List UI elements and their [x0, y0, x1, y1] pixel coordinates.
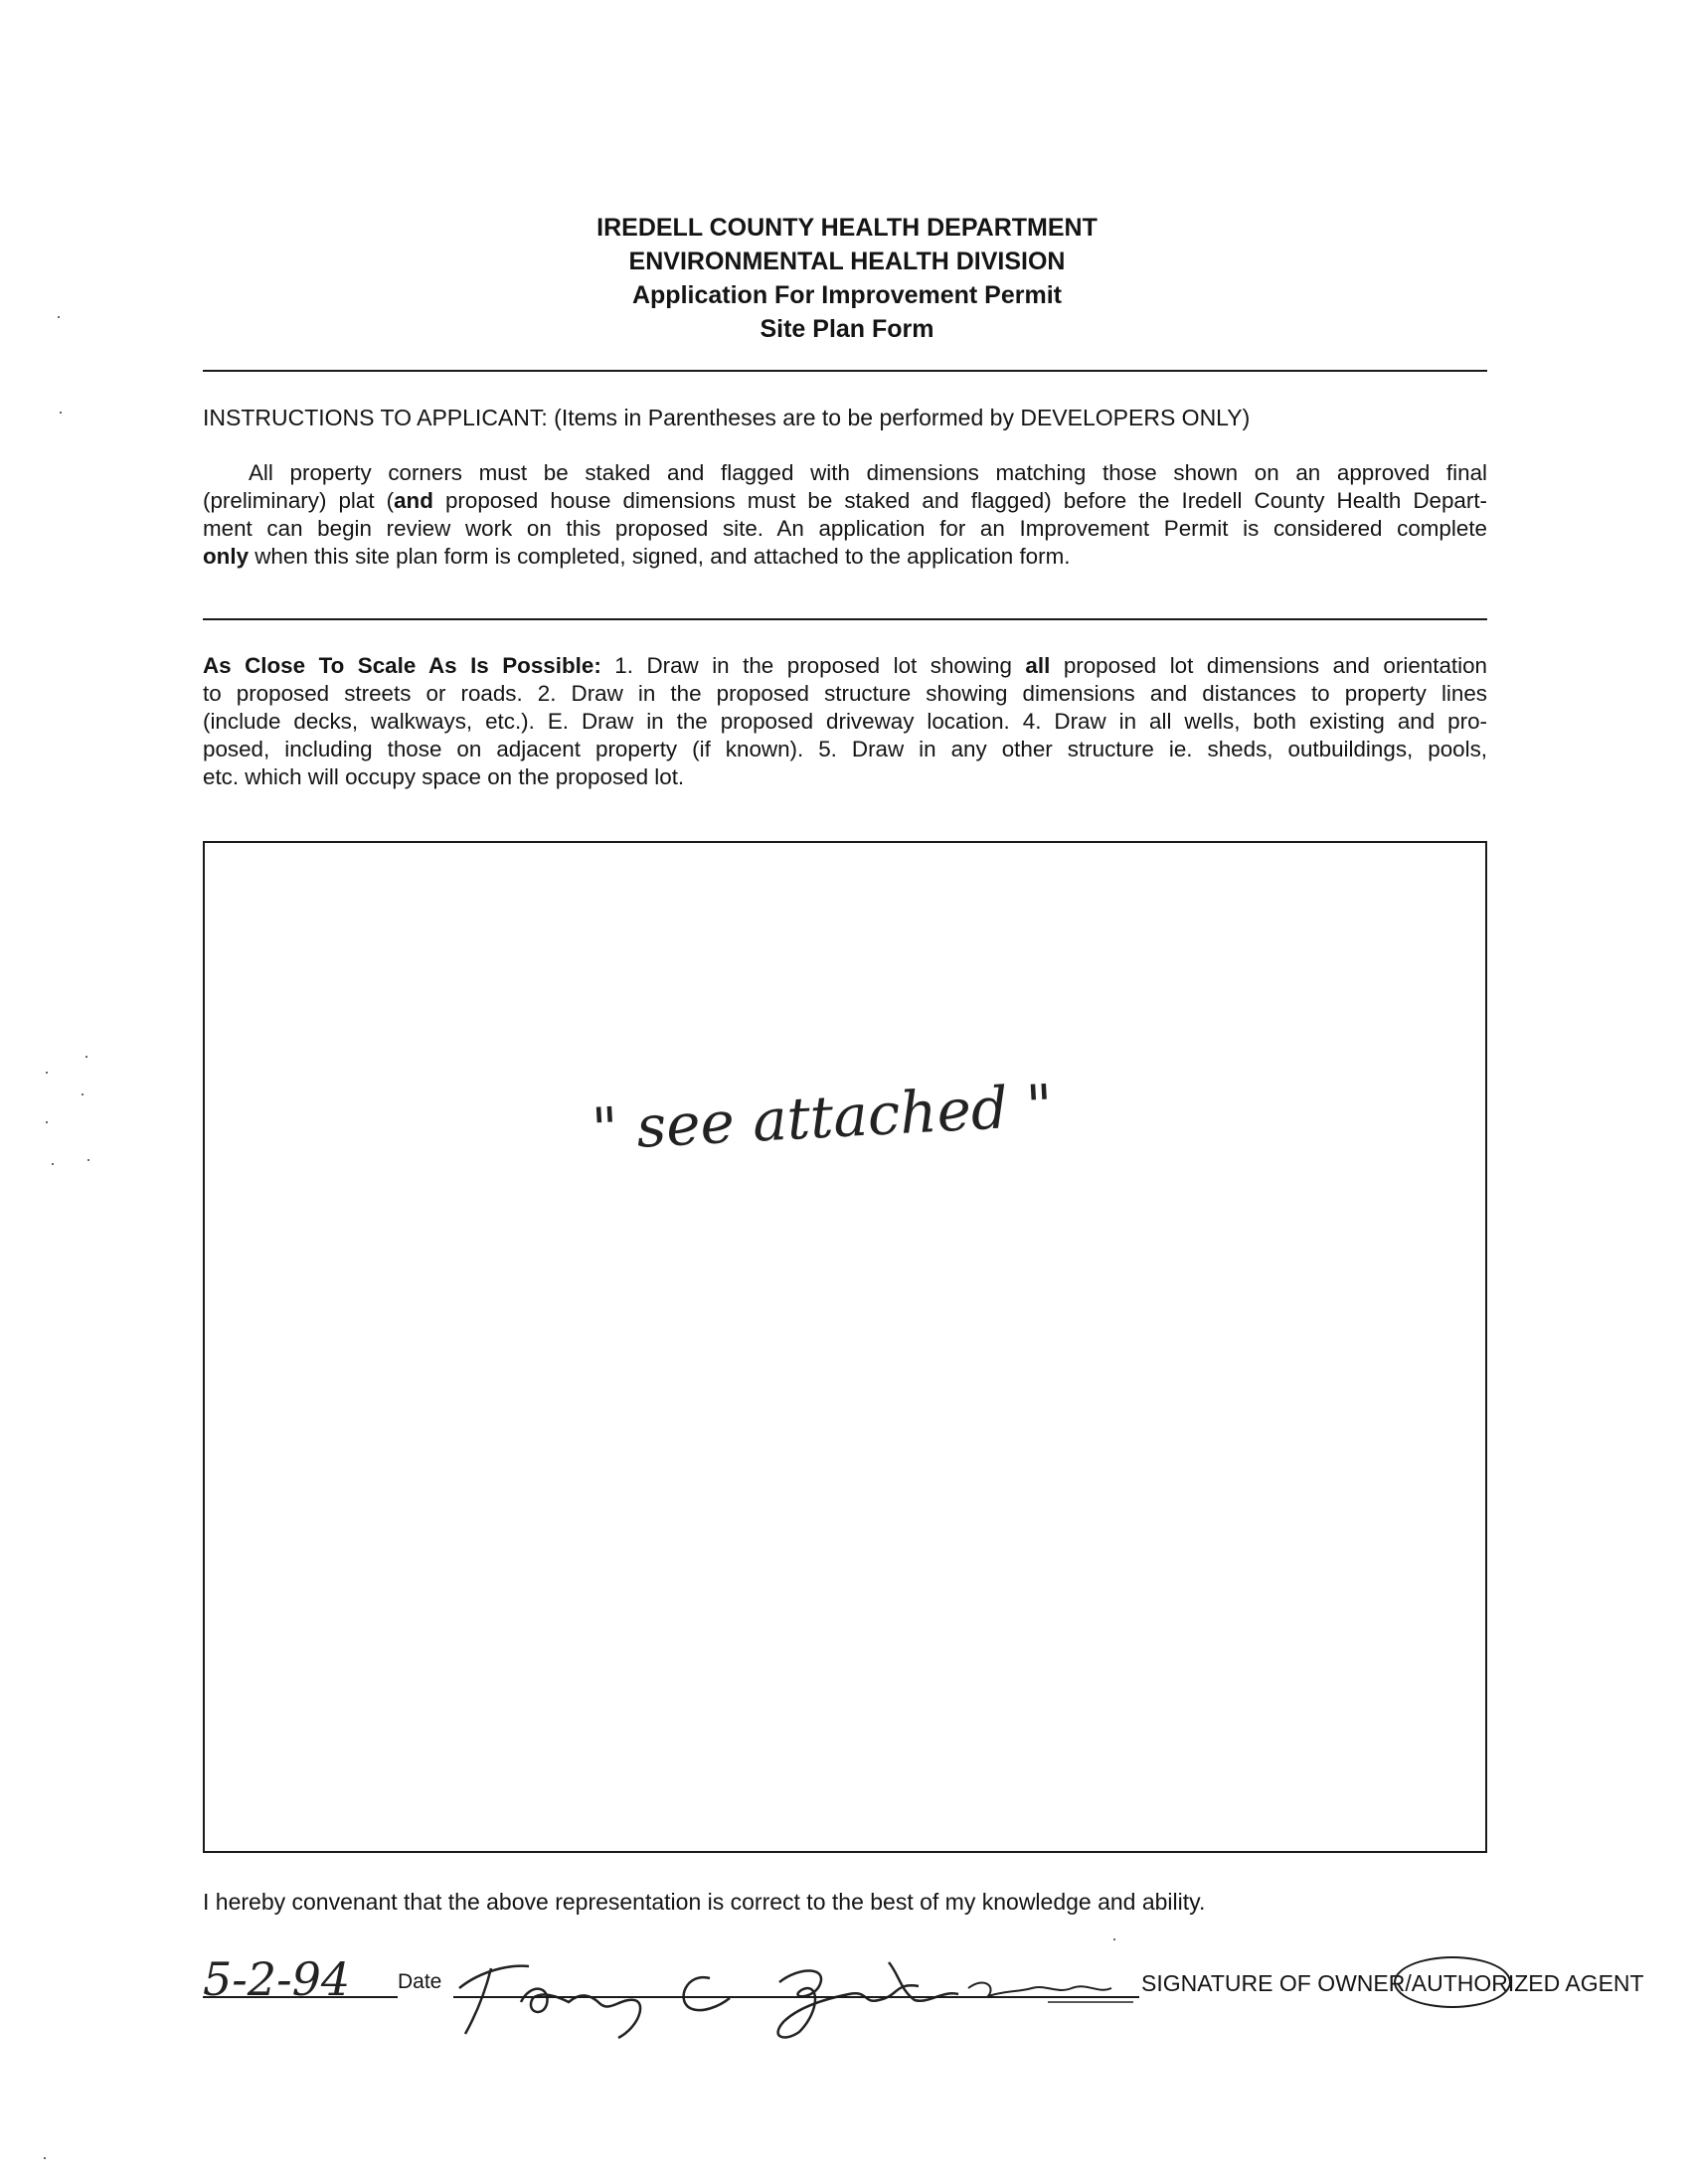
- instructions-line-2-pre: (preliminary) plat (: [203, 488, 395, 513]
- instructions-line-4: [203, 543, 1487, 571]
- handwritten-date: 5-2-94: [203, 1952, 351, 2006]
- scale-line-1: [203, 652, 1487, 680]
- form-title: Site Plan Form: [760, 315, 934, 343]
- division-title: ENVIRONMENTAL HEALTH DIVISION: [628, 248, 1066, 275]
- department-title: IREDELL COUNTY HEALTH DEPARTMENT: [596, 214, 1098, 242]
- instructions-line-4-bold: only: [203, 544, 250, 569]
- scale-line-5: etc. which will occupy space on the proposed lot.: [203, 764, 685, 789]
- form-header: [0, 211, 1694, 346]
- scan-speck: [87, 1159, 89, 1161]
- scan-speck: [58, 316, 60, 318]
- scan-speck: [82, 1093, 84, 1095]
- instructions-line-2-bold: and: [394, 488, 433, 513]
- scan-speck: [60, 412, 62, 414]
- instructions-line-3: ment can begin review work on this proposed site. An application for an Improvement Permit is considered complete: [203, 516, 1487, 541]
- scan-speck: [46, 1072, 48, 1074]
- scan-speck: [1113, 1938, 1115, 1940]
- certification-statement: I hereby convenant that the above representation is correct to the best of my knowledge and ability.: [203, 1889, 1206, 1915]
- scan-speck: [44, 2157, 46, 2159]
- scan-speck: [52, 1163, 54, 1165]
- scale-line-1-pre: 1. Draw in the proposed lot showing: [600, 653, 1026, 678]
- site-plan-drawing-area[interactable]: [203, 841, 1487, 1853]
- section-divider: [203, 618, 1487, 620]
- scale-line-4: posed, including those on adjacent property (if known). 5. Draw in any other structure ie. sheds, outbuildings, pools,: [203, 737, 1487, 761]
- instructions-line-2-post: proposed house dimensions must be staked and flagged) before the Iredell County Health Depart-: [432, 488, 1488, 513]
- scale-bold-lead: As Close To Scale As Is Possible:: [203, 653, 601, 678]
- scale-line-1-post: proposed lot dimensions and orientation: [1050, 653, 1487, 678]
- header-divider: [203, 370, 1487, 372]
- instructions-heading: INSTRUCTIONS TO APPLICANT: (Items in Parentheses are to be performed by DEVELOPERS ONLY): [203, 405, 1251, 430]
- instructions-line-1: All property corners must be staked and flagged with dimensions matching those shown on an approved final: [249, 460, 1487, 485]
- agent-circle-mark: [1394, 1956, 1511, 2008]
- handwritten-signature: [451, 1942, 1137, 2042]
- application-title: Application For Improvement Permit: [631, 281, 1062, 309]
- scan-speck: [85, 1056, 87, 1058]
- signature-field-line[interactable]: [453, 1996, 1139, 1998]
- signature-label: SIGNATURE OF OWNER/AUTHORIZED AGENT: [1141, 1970, 1644, 1996]
- instructions-line-2: [203, 487, 1487, 515]
- handwritten-see-attached-note: " see attached ": [590, 1071, 1055, 1164]
- date-label: Date: [398, 1970, 442, 1993]
- scan-speck: [46, 1121, 48, 1123]
- scale-instructions-paragraph: [203, 652, 1487, 791]
- scale-line-1-bold: all: [1025, 653, 1051, 678]
- scale-line-2: to proposed streets or roads. 2. Draw in the proposed structure showing dimensions and distances to property lines: [203, 681, 1487, 706]
- date-field-line[interactable]: [203, 1996, 398, 1998]
- scale-line-3: (include decks, walkways, etc.). E. Draw in the proposed driveway location. 4. Draw in all wells, both existing and pro-: [203, 709, 1487, 734]
- instructions-line-4-post: when this site plan form is completed, signed, and attached to the application form.: [249, 544, 1071, 569]
- instructions-paragraph: [203, 459, 1487, 571]
- signature-block: [203, 1952, 1644, 2036]
